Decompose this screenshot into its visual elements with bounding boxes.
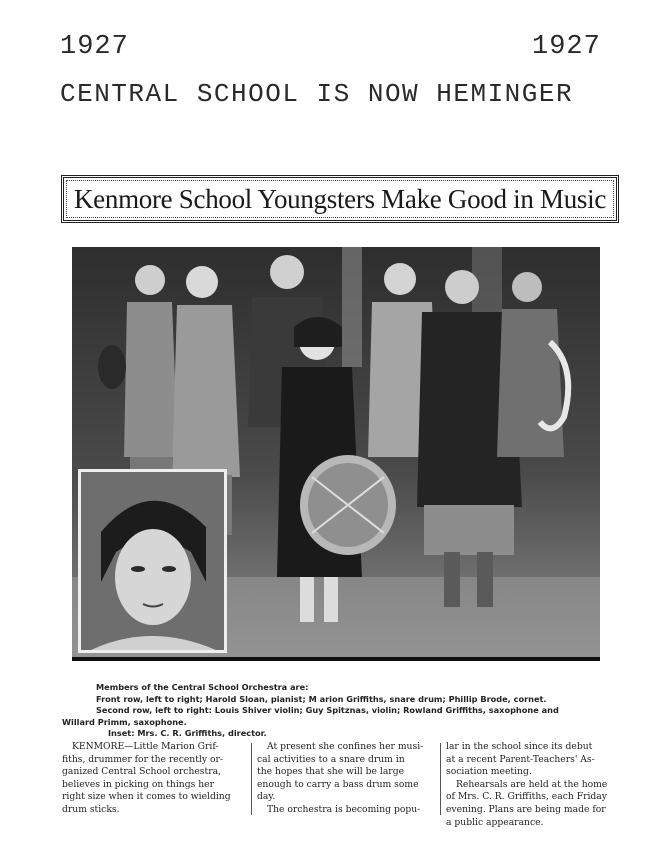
caption-inset: Inset: Mrs. C. R. Griffiths, director. [108, 728, 267, 738]
caption-second-row-cont: Willard Primm, saxophone. [62, 716, 187, 727]
column-line: KENMORE—Little Marion Grif- [72, 741, 219, 752]
column-line: right size when it comes to wielding [62, 791, 231, 803]
column-line: at a recent Parent-Teachers' As- [446, 753, 595, 765]
article-column-2 [257, 741, 442, 817]
column-line: ganized Central School orchestra, [62, 766, 221, 778]
photo-caption [62, 682, 642, 740]
photo-wall-panel [342, 247, 362, 367]
column-line: believes in picking on things her [62, 778, 214, 790]
page-headline: CENTRAL SCHOOL IS NOW HEMINGER [60, 79, 574, 109]
inset-portrait [78, 469, 227, 653]
column-line: evening. Plans are being made for [446, 803, 606, 815]
article-column-3 [446, 741, 631, 829]
year-left: 1927 [60, 32, 129, 62]
column-line: lar in the school since its debut [446, 741, 593, 752]
column-line: fiths, drummer for the recently or- [62, 753, 223, 765]
inset-eye [131, 566, 145, 572]
column-line: sociation meeting. [446, 766, 532, 778]
caption-front-row: Front row, left to right; Harold Sloan, pianist; M arion Griffiths, snare drum; Phillip Brode, cornet. [96, 693, 547, 704]
inset-eye [162, 566, 176, 572]
column-line: The orchestra is becoming popu- [267, 803, 421, 815]
inset-portrait-drawing [81, 472, 224, 650]
column-rule [251, 743, 252, 815]
caption-second-row: Second row, left to right: Louis Shiver violin; Guy Spitznas, violin; Rowland Griffiths, saxophone and [96, 705, 559, 715]
inset-face [115, 529, 191, 625]
column-line: day. [257, 791, 276, 803]
column-line: the hopes that she will be large [257, 766, 405, 778]
caption-intro: Members of the Central School Orchestra are: [96, 682, 309, 692]
column-line: At present she confines her musi- [267, 741, 424, 752]
article-title-box [61, 175, 619, 223]
article-title: Kenmore School Youngsters Make Good in Music [73, 184, 607, 214]
column-line: of Mrs. C. R. Griffiths, each Friday [446, 791, 607, 803]
column-line: a public appearance. [446, 816, 544, 828]
orchestra-photo [72, 247, 600, 661]
column-line: enough to carry a bass drum some [257, 778, 419, 790]
column-line: drum sticks. [62, 803, 120, 815]
year-right: 1927 [532, 32, 601, 62]
article-column-1 [62, 741, 247, 817]
snare-drum [300, 455, 396, 555]
column-line: Rehearsals are held at the home [456, 778, 608, 790]
column-line: cal activities to a snare drum in [257, 753, 405, 765]
